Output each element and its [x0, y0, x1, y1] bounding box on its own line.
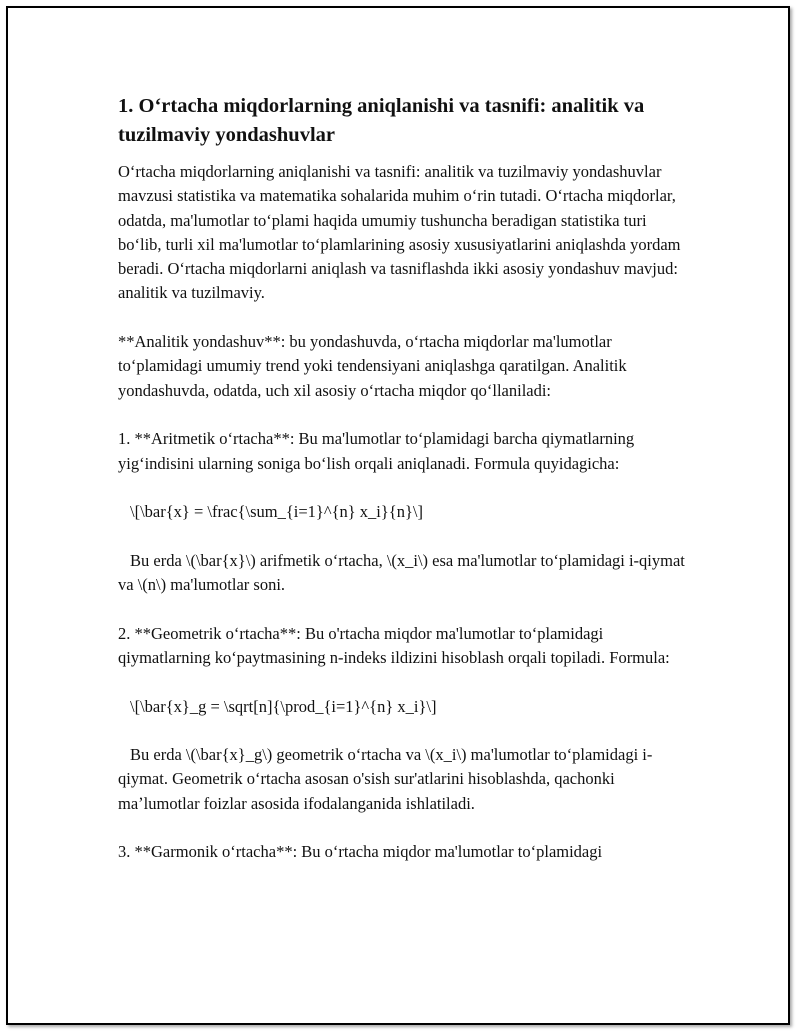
- analytic-paragraph: **Analitik yondashuv**: bu yondashuvda, oʻrtacha miqdorlar ma'lumotlar toʻplamidagi umumiy trend yoki tendensiyani aniqlashga qaratilgan. Analitik yondashuvda, odatda, uch xil asosiy oʻrtacha miqdor qoʻllaniladi:: [118, 332, 627, 400]
- harmonic-mean-paragraph: 3. **Garmonik oʻrtacha**: Bu oʻrtacha miqdor ma'lumotlar toʻplamidagi: [118, 842, 603, 862]
- arithmetic-mean-note: Bu erda \(\bar{x}\) arifmetik oʻrtacha, \(x_i\) esa ma'lumotlar toʻplamidagi i-qiymat va \(n\) ma'lumotlar soni.: [118, 550, 685, 595]
- geometric-mean-paragraph: 2. **Geometrik oʻrtacha**: Bu o'rtacha miqdor ma'lumotlar toʻplamidagi qiymatlarning koʻpaytmasining n-indeks ildizini hisoblash orqali topiladi. Formula:: [118, 623, 670, 667]
- geometric-mean-formula: \[\bar{x}_g = \sqrt[n]{\prod_{i=1}^{n} x_i}\]: [130, 696, 437, 716]
- intro-paragraph: Oʻrtacha miqdorlarning aniqlanishi va tasnifi: analitik va tuzilmaviy yondashuvlar mavzusi statistika va matematika sohalarida muhim oʻrin tutadi. Oʻrtacha miqdorlar, odatda, ma'lumotlar toʻplami haqida umumiy tushuncha beradigan statistika turi boʻlib, turli xil ma'lumotlar toʻplamlarining asosiy xususiyatlarini aniqlashda yordam beradi. Oʻrtacha miqdorlarni aniqlash va tasniflashda ikki asosiy yondashuv mavjud: analitik va tuzilmaviy.: [118, 162, 681, 303]
- section-heading: 1. Oʻrtacha miqdorlarning aniqlanishi va tasnifi: analitik va tuzilmaviy yondashuvlar: [118, 95, 645, 146]
- document-content: [118, 92, 688, 889]
- geometric-mean-note: Bu erda \(\bar{x}_g\) geometrik oʻrtacha va \(x_i\) ma'lumotlar toʻplamidagi i-qiymat. Geometrik oʻrtacha asosan o'sish sur'atlarini hisoblashda, qachonki maʼlumotlar foizlar asosida ifodalanganida ishlatiladi.: [118, 745, 653, 813]
- arithmetic-mean-formula: \[\bar{x} = \frac{\sum_{i=1}^{n} x_i}{n}\]: [130, 502, 423, 522]
- arithmetic-mean-paragraph: 1. **Aritmetik oʻrtacha**: Bu ma'lumotlar toʻplamidagi barcha qiymatlarning yigʻindisini ularning soniga boʻlish orqali aniqlanadi. Formula quyidagicha:: [118, 429, 635, 473]
